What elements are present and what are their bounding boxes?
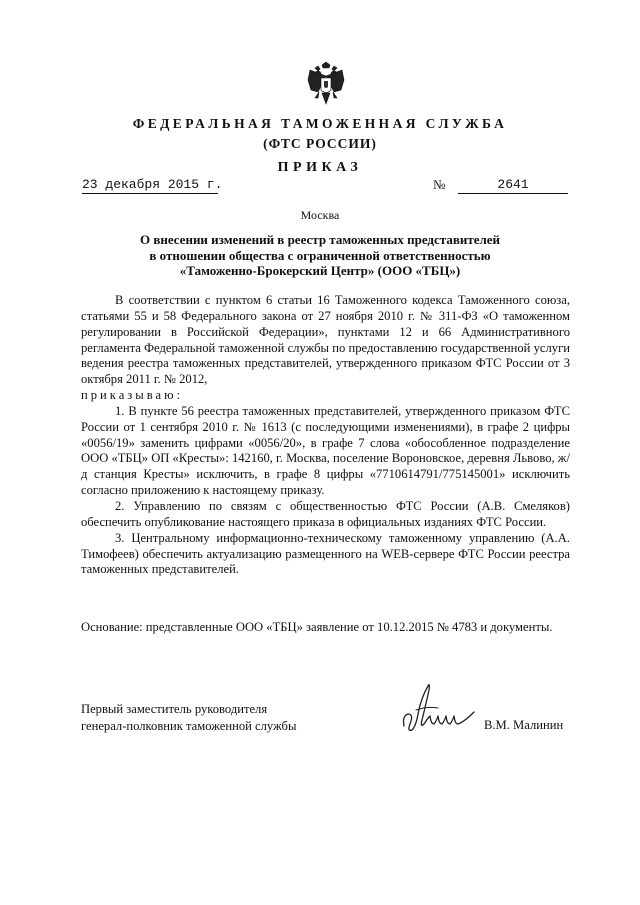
signer-title-line: генерал-полковник таможенной службы (81, 719, 297, 733)
double-headed-eagle-icon (306, 62, 346, 106)
handwritten-signature (398, 680, 480, 742)
order-date: 23 декабря 2015 г. (82, 177, 223, 192)
subject-line: в отношении общества с ограниченной ответственностью (149, 247, 491, 263)
order-item: 1. В пункте 56 реестра таможенных представителей, утвержденного приказом ФТС России от 1 сентября 2010 г. № 1613 (с последующими изменениями), в графе 2 цифры «0056/19» заменить цифрами «0056/20», в графе 7 слова «обособленное подразделение ООО «ТБЦ» ОП «Кресты»: 142160, г. Москва, поселение Вороновское, деревня Львово, ж/д станция Кресты» исключить, в графе 8 цифры «7710614791/775145001» исключить согласно приложению к настоящему приказу. (81, 403, 570, 498)
order-item: 3. Центральному информационно-техническому таможенному управлению (А.А. Тимофеев) обеспечить актуализацию размещенного на WEB-сервере ФТС России реестра таможенных представителей. (81, 530, 570, 577)
subject-line: «Таможенно-Брокерский Центр» (ООО «ТБЦ») (179, 263, 461, 278)
signer-title (81, 701, 381, 735)
order-subject (0, 232, 640, 279)
document-type: ПРИКАЗ (277, 160, 363, 175)
subject-line: О внесении изменений в реестр таможенных представителей (139, 232, 501, 247)
city: Москва (300, 208, 340, 222)
basis-paragraph: Основание: представленные ООО «ТБЦ» заявление от 10.12.2015 № 4783 и документы. (81, 620, 553, 634)
order-number: 2641 (458, 177, 568, 194)
order-word: приказываю: (81, 388, 184, 403)
preamble-paragraph: В соответствии с пунктом 6 статьи 16 Таможенного кодекса Таможенного союза, статьями 55 и 58 Федерального закона от 27 ноября 2010 г. № 311-ФЗ «О таможенном регулировании в Российской Федерации», пунктами 12 и 66 Административного регламента Федеральной таможенной службы по предоставлению государственной услуги ведения реестра таможенных представителей, утвержденного приказом ФТС России от 3 октября 2011 г. № 2012, (81, 293, 570, 387)
order-item: 2. Управлению по связям с общественностью ФТС России (А.В. Смеляков) обеспечить опубликование настоящего приказа в официальных изданиях ФТС России. (81, 498, 570, 529)
order-number-label: № (433, 177, 446, 192)
agency-name: ФЕДЕРАЛЬНАЯ ТАМОЖЕННАЯ СЛУЖБА (132, 116, 508, 131)
signer-title-line: Первый заместитель руководителя (81, 702, 268, 716)
agency-short-name: (ФТС РОССИИ) (263, 136, 377, 151)
order-body (81, 293, 570, 578)
signer-name: В.М. Малинин (484, 718, 564, 732)
